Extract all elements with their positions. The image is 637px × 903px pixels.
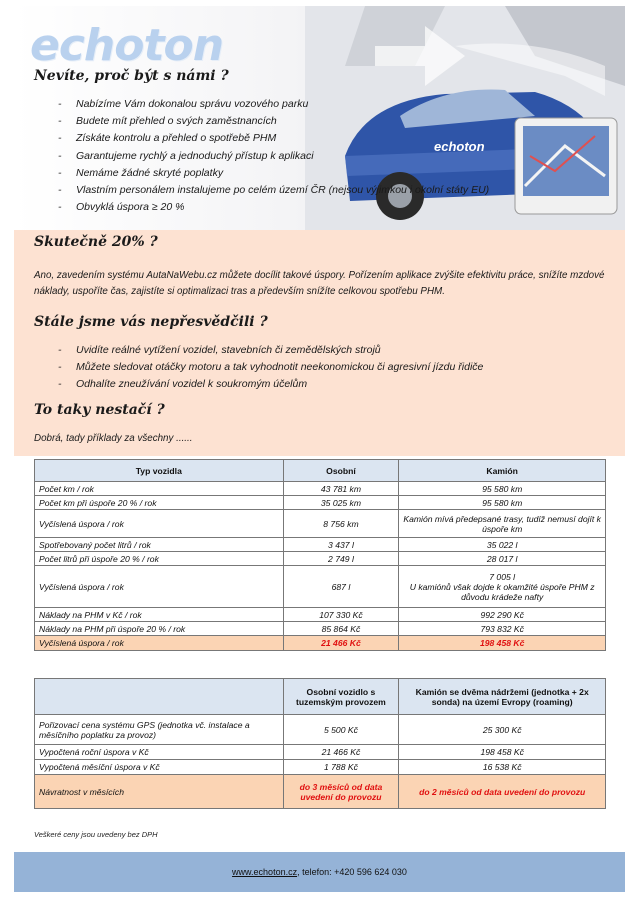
benefits-section	[14, 230, 625, 456]
table-header	[35, 679, 284, 715]
convince-bullet-list	[76, 342, 596, 394]
table-row	[35, 745, 606, 760]
row-label: Pořizovací cena systému GPS (jednotka vč. instalace a měsíčního poplatku za provoz)	[35, 715, 284, 745]
examples-intro-text: Dobrá, tady příklady za všechny ......	[34, 433, 193, 444]
section-heading-not-convinced: Stále jsme vás nepřesvědčili ?	[34, 314, 268, 330]
row-label: Návratnost v měsících	[35, 775, 284, 809]
hero-car-badge: echoton	[434, 139, 485, 154]
cell-value: 25 300 Kč	[399, 715, 606, 745]
row-label: Náklady na PHM při úspoře 20 % / rok	[35, 622, 284, 636]
cell-value: 21 466 Kč	[283, 745, 399, 760]
cell-value: 7 005 l U kamiónů však dojde k okamžité úspoře PHM z důvodu krádeže nafty	[399, 566, 606, 608]
table-row	[35, 552, 606, 566]
row-label: Počet km / rok	[35, 482, 284, 496]
row-label: Vypočtená měsíční úspora v Kč	[35, 760, 284, 775]
savings-paragraph: Ano, zavedením systému AutaNaWebu.cz můžete docílit takové úspory. Pořízením aplikace zvýšite efektivitu práce, snížíte mzdové náklady, uspoříte čas, zajistíte si optimalizaci tras a především snížíte celkovou spotřebu PHM.	[34, 270, 605, 297]
table-row	[35, 496, 606, 510]
list-item: - Uvidíte reálné vytížení vozidel, stavebních či zemědělských strojů	[76, 342, 596, 359]
table-row	[35, 510, 606, 538]
cell-value: 85 864 Kč	[283, 622, 399, 636]
cell-value: 16 538 Kč	[399, 760, 606, 775]
list-item: - Obvyklá úspora ≥ 20 %	[76, 199, 546, 216]
row-label: Vyčíslená úspora / rok	[35, 510, 284, 538]
cell-value: do 3 měsíců od data uvedení do provozu	[283, 775, 399, 809]
table-row	[35, 760, 606, 775]
row-label: Vyčíslená úspora / rok	[35, 636, 284, 651]
cell-value: 5 500 Kč	[283, 715, 399, 745]
cell-value: 107 330 Kč	[283, 608, 399, 622]
cell-value: 21 466 Kč	[283, 636, 399, 651]
table-row	[35, 566, 606, 608]
row-label: Spotřebovaný počet litrů / rok	[35, 538, 284, 552]
table-header: Osobní vozidlo s tuzemským provozem	[283, 679, 399, 715]
table-header: Kamión	[399, 460, 606, 482]
row-label: Vyčíslená úspora / rok	[35, 566, 284, 608]
footer-bar	[14, 852, 625, 892]
table-header: Osobní	[283, 460, 399, 482]
section-heading-20-percent: Skutečně 20% ?	[34, 234, 158, 250]
table-row-highlight	[35, 775, 606, 809]
cell-value: Kamión mívá předepsané trasy, tudíž nemusí dojít k úspoře km	[399, 510, 606, 538]
intro-heading: Nevíte, proč být s námi ?	[34, 68, 229, 84]
cell-value: 95 580 km	[399, 496, 606, 510]
row-label: Počet km při úspoře 20 % / rok	[35, 496, 284, 510]
section-heading-not-enough: To taky nestačí ?	[34, 402, 165, 418]
cell-value: 3 437 l	[283, 538, 399, 552]
website-link[interactable]: www.echoton.cz	[232, 867, 298, 877]
vehicle-savings-table	[34, 459, 606, 651]
list-item: - Nemáme žádné skryté poplatky	[76, 165, 546, 182]
cell-value: 687 l	[283, 566, 399, 608]
roi-table	[34, 678, 606, 809]
list-item: - Získáte kontrolu a přehled o spotřebě PHM	[76, 130, 546, 147]
cell-value: 35 025 km	[283, 496, 399, 510]
list-item: - Můžete sledovat otáčky motoru a tak vyhodnotit neekonomickou či agresivní jízdu řidiče	[76, 359, 596, 376]
list-item: - Odhalíte zneužívání vozidel k soukromým účelům	[76, 376, 596, 393]
list-item: - Vlastním personálem instalujeme po celém území ČR (nejsou výjimkou i okolní státy EU)	[76, 182, 546, 199]
row-label: Vypočtená roční úspora v Kč	[35, 745, 284, 760]
cell-value: 2 749 l	[283, 552, 399, 566]
list-item: - Budete mít přehled o svých zaměstnancích	[76, 113, 546, 130]
table-row	[35, 715, 606, 745]
vat-note: Veškeré ceny jsou uvedeny bez DPH	[34, 830, 158, 839]
table-row	[35, 608, 606, 622]
cell-value: 8 756 km	[283, 510, 399, 538]
cell-value: 198 458 Kč	[399, 636, 606, 651]
cell-value: 95 580 km	[399, 482, 606, 496]
table-row	[35, 538, 606, 552]
cell-value: 793 832 Kč	[399, 622, 606, 636]
cell-value: 28 017 l	[399, 552, 606, 566]
cell-value: 992 290 Kč	[399, 608, 606, 622]
list-item: - Nabízíme Vám dokonalou správu vozového parku	[76, 96, 546, 113]
table-header: Typ vozidla	[35, 460, 284, 482]
cell-value: 1 788 Kč	[283, 760, 399, 775]
table-row	[35, 622, 606, 636]
cell-value: 35 022 l	[399, 538, 606, 552]
table-row	[35, 482, 606, 496]
cell-value: do 2 měsíců od data uvedení do provozu	[399, 775, 606, 809]
phone-text: , telefon: +420 596 624 030	[297, 867, 407, 877]
hero-banner	[14, 6, 625, 230]
table-header: Kamión se dvěma nádržemi (jednotka + 2x sonda) na území Evropy (roaming)	[399, 679, 606, 715]
cell-value: 198 458 Kč	[399, 745, 606, 760]
row-label: Počet litrů při úspoře 20 % / rok	[35, 552, 284, 566]
list-item: - Garantujeme rychlý a jednoduchý přístup k aplikaci	[76, 148, 546, 165]
table-row-highlight	[35, 636, 606, 651]
cell-value: 43 781 km	[283, 482, 399, 496]
echoton-logo: echoton	[30, 20, 224, 71]
intro-bullet-list	[76, 96, 546, 216]
row-label: Náklady na PHM v Kč / rok	[35, 608, 284, 622]
